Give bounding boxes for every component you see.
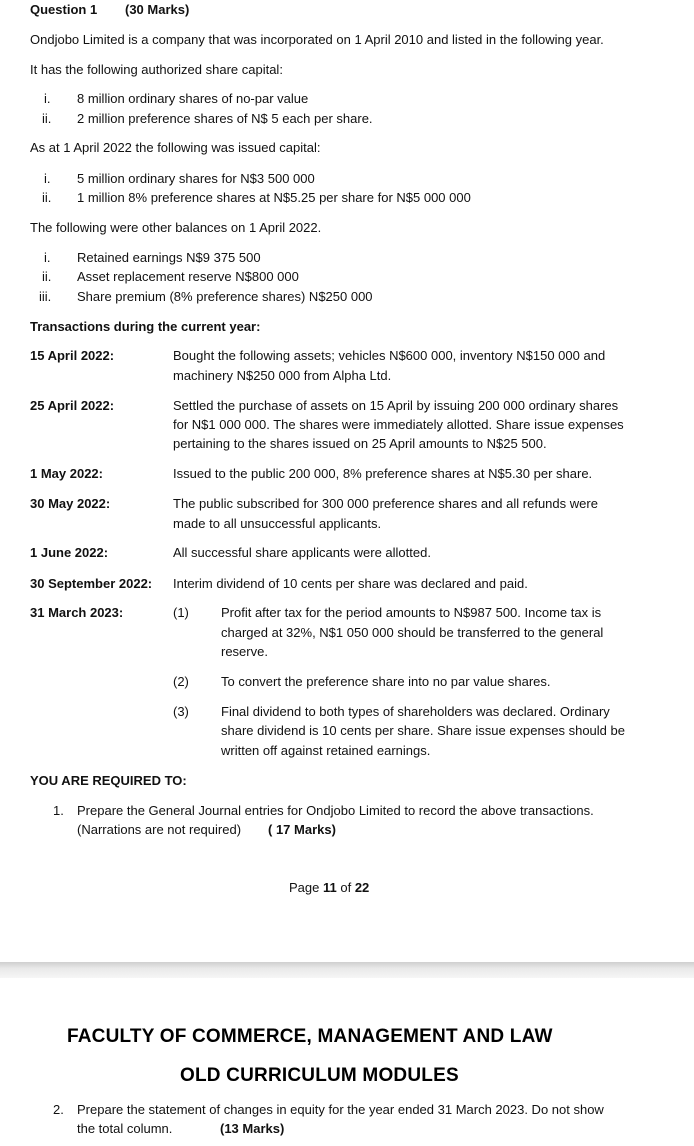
- transaction-text: The public subscribed for 300 000 preference shares and all refunds were: [173, 496, 598, 511]
- transaction-text: made to all unsuccessful applicants.: [173, 516, 382, 531]
- authorized-capital-intro: It has the following authorized share capital:: [30, 62, 283, 77]
- requirement-number: 1.: [53, 803, 64, 818]
- sub-item-number: (3): [173, 704, 189, 719]
- requirement-text: Prepare the statement of changes in equity for the year ended 31 March 2023. Do not show: [77, 1102, 604, 1117]
- sub-item-text: Final dividend to both types of shareholders was declared. Ordinary: [221, 704, 610, 719]
- transaction-text: All successful share applicants were allotted.: [173, 545, 431, 560]
- requirement-text: the total column.: [77, 1121, 173, 1136]
- question-label: Question 1: [30, 2, 98, 17]
- sub-item-text: reserve.: [221, 644, 268, 659]
- transaction-date: 30 May 2022:: [30, 496, 111, 511]
- issued-capital-intro: As at 1 April 2022 the following was issued capital:: [30, 140, 321, 155]
- list-number: ii.: [42, 269, 52, 284]
- page-number: Page 11 of 22: [289, 880, 370, 895]
- transaction-text: Interim dividend of 10 cents per share was declared and paid.: [173, 576, 528, 591]
- page-separator: [0, 962, 694, 978]
- list-item: 1 million 8% preference shares at N$5.25 per share for N$5 000 000: [77, 190, 471, 205]
- list-item: Retained earnings N$9 375 500: [77, 250, 261, 265]
- sub-item-text: charged at 32%, N$1 050 000 should be transferred to the general: [221, 625, 604, 640]
- transaction-date: 15 April 2022:: [30, 348, 115, 363]
- list-item: Share premium (8% preference shares) N$250 000: [77, 289, 373, 304]
- transaction-text: Settled the purchase of assets on 15 April by issuing 200 000 ordinary shares: [173, 398, 619, 413]
- sub-item-text: share dividend is 10 cents per share. Share issue expenses should be: [221, 723, 625, 738]
- transaction-date: 1 June 2022:: [30, 545, 109, 560]
- sub-item-number: (1): [173, 605, 189, 620]
- curriculum-heading: OLD CURRICULUM MODULES: [180, 1065, 459, 1086]
- list-number: ii.: [42, 111, 52, 126]
- requirement-text: Prepare the General Journal entries for Ondjobo Limited to record the above transactions.: [77, 803, 594, 818]
- transaction-text: Bought the following assets; vehicles N$600 000, inventory N$150 000 and: [173, 348, 606, 363]
- transaction-date: 1 May 2022:: [30, 466, 103, 481]
- transaction-date: 25 April 2022:: [30, 398, 115, 413]
- requirement-number: 2.: [53, 1102, 64, 1117]
- transaction-text: for N$1 000 000. The shares were immediately allotted. Share issue expenses: [173, 417, 624, 432]
- sub-item-text: written off against retained earnings.: [221, 743, 431, 758]
- required-heading: YOU ARE REQUIRED TO:: [30, 773, 187, 788]
- list-item: 5 million ordinary shares for N$3 500 000: [77, 171, 315, 186]
- list-number: i.: [44, 171, 51, 186]
- list-number: ii.: [42, 190, 52, 205]
- list-item: 2 million preference shares of N$ 5 each per share.: [77, 111, 373, 126]
- list-item: Asset replacement reserve N$800 000: [77, 269, 299, 284]
- transactions-heading: Transactions during the current year:: [30, 319, 261, 334]
- sub-item-text: To convert the preference share into no par value shares.: [221, 674, 551, 689]
- transaction-text: machinery N$250 000 from Alpha Ltd.: [173, 368, 392, 383]
- faculty-heading: FACULTY OF COMMERCE, MANAGEMENT AND LAW: [67, 1026, 553, 1047]
- question-marks: (30 Marks): [125, 2, 190, 17]
- requirement-marks: (13 Marks): [220, 1121, 285, 1136]
- list-number: i.: [44, 91, 51, 106]
- transaction-date: 30 September 2022:: [30, 576, 153, 591]
- other-balances-intro: The following were other balances on 1 April 2022.: [30, 220, 322, 235]
- requirement-marks: ( 17 Marks): [268, 822, 336, 837]
- intro-text: Ondjobo Limited is a company that was incorporated on 1 April 2010 and listed in the following year.: [30, 32, 604, 47]
- requirement-text: (Narrations are not required): [77, 822, 242, 837]
- list-number: i.: [44, 250, 51, 265]
- transaction-date: 31 March 2023:: [30, 605, 124, 620]
- sub-item-text: Profit after tax for the period amounts to N$987 500. Income tax is: [221, 605, 602, 620]
- list-number: iii.: [39, 289, 52, 304]
- transaction-text: pertaining to the shares issued on 25 April amounts to N$25 500.: [173, 436, 547, 451]
- sub-item-number: (2): [173, 674, 189, 689]
- list-item: 8 million ordinary shares of no-par value: [77, 91, 309, 106]
- transaction-text: Issued to the public 200 000, 8% preference shares at N$5.30 per share.: [173, 466, 593, 481]
